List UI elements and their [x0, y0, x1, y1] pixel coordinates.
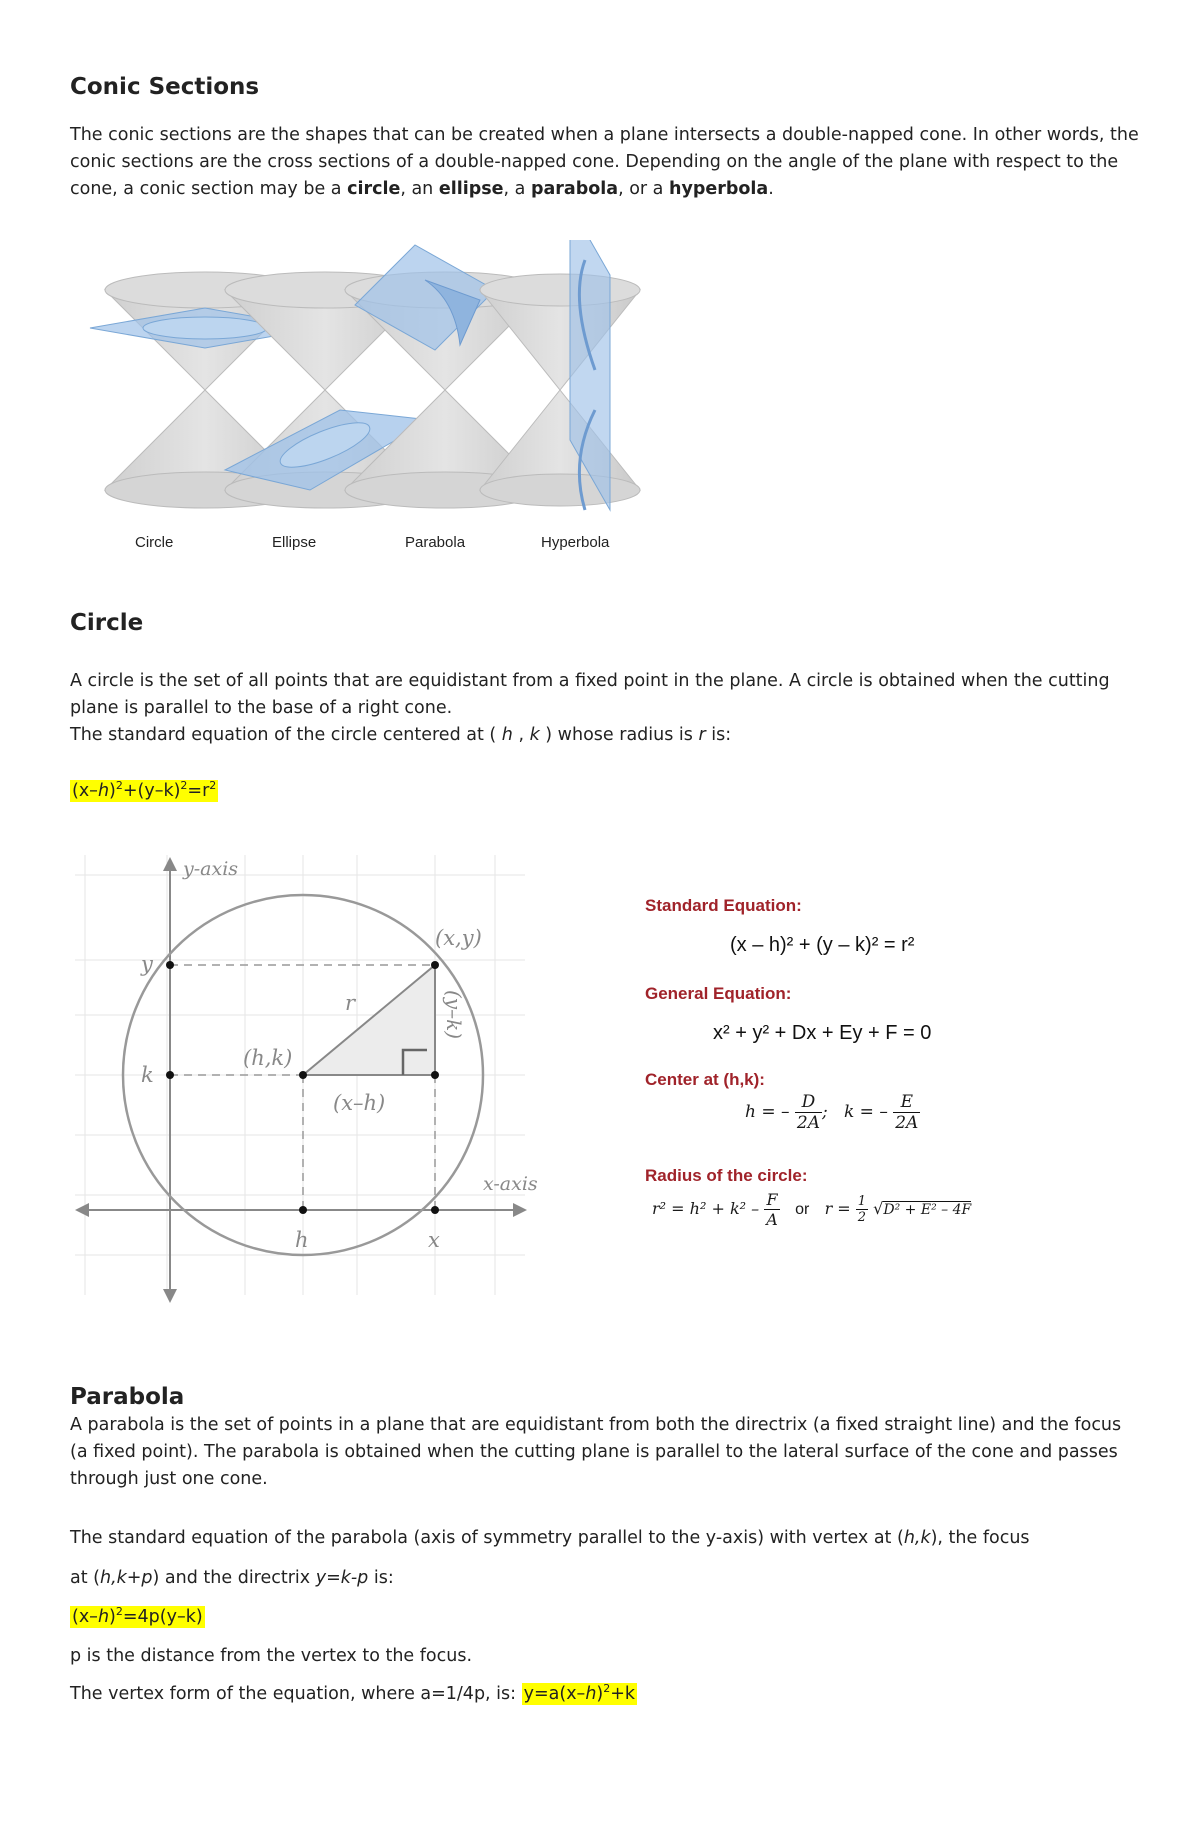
- k-fraction-den: 2A: [895, 1113, 919, 1133]
- circle-term: circle: [347, 179, 401, 199]
- radius-triangle: [303, 965, 435, 1075]
- center-separator: ;: [822, 1102, 828, 1122]
- circle-eq-sup-3: 2: [209, 779, 217, 793]
- point-xy-label: (x,y): [435, 926, 482, 950]
- parabola-standard-line2: [70, 1565, 1140, 1592]
- general-equation: x² + y² + Dx + Ey + F = 0: [713, 1022, 932, 1044]
- y-axis-arrow-up: [163, 857, 177, 871]
- y-point: [166, 961, 174, 969]
- y-axis-label: y-axis: [183, 858, 239, 880]
- center-hk-label: (h,k): [243, 1046, 293, 1070]
- figure-label-ellipse: Ellipse: [272, 534, 317, 551]
- standard-equation: (x – h)² + (y – k)² = r²: [730, 934, 915, 956]
- parabola-eq-c: =4p(y–k): [122, 1607, 203, 1627]
- parabola-p-definition: p is the distance from the vertex to the focus.: [70, 1646, 473, 1666]
- radius-formulas: [652, 1190, 971, 1229]
- circle-definition-text: A circle is the set of all points that are equidistant from a fixed point in the plane. A circle is obtained when the cutting plane is parallel to the base of a right cone.: [70, 671, 1110, 718]
- circle-eq-h: h: [97, 781, 110, 801]
- parabola-standard-line1: [70, 1525, 1140, 1552]
- parabola-p3-a: at (: [70, 1568, 100, 1588]
- ellipse-term: ellipse: [438, 179, 504, 199]
- h-point: [299, 1206, 307, 1214]
- parabola-eq-h: h: [97, 1607, 110, 1627]
- parabola-equation: [70, 1604, 205, 1631]
- x-point: [431, 1206, 439, 1214]
- circle-intro-sep: ,: [512, 725, 530, 745]
- circle-graph: [75, 855, 555, 1305]
- page-title: Conic Sections: [70, 74, 260, 100]
- parabola-definition: A parabola is the set of points in a plane that are equidistant from both the directrix (a fixed straight line) and the focus (a fixed point). The parabola is obtained when the cutting plane is parallel to the lateral surface of the cone and passes through just one cone.: [70, 1415, 1122, 1489]
- center-point: [299, 1071, 307, 1079]
- vertex-form-h: h: [585, 1684, 597, 1704]
- parabola-p2-hk: h,k: [903, 1528, 931, 1548]
- vertex-form-b: ): [596, 1684, 604, 1704]
- standard-equation-title: Standard Equation:: [645, 896, 802, 915]
- parabola-p3-c: is:: [368, 1568, 394, 1588]
- circle-intro-b: ) whose radius is: [539, 725, 699, 745]
- circle-eq-sup-1: 2: [115, 779, 123, 793]
- parabola-p3-hkp: h,k+p: [99, 1568, 153, 1588]
- h-fraction: [795, 1092, 822, 1133]
- y-tick-label: y: [141, 952, 153, 976]
- radius-title: Radius of the circle:: [645, 1166, 808, 1185]
- h-tick-label: h: [295, 1228, 309, 1252]
- general-equation-title: General Equation:: [645, 984, 792, 1003]
- radius-label: r: [345, 991, 356, 1015]
- r2-fraction-den: A: [766, 1210, 778, 1229]
- h-formula-lhs: h = –: [745, 1102, 790, 1122]
- intro-text: The conic sections are the shapes that can be created when a plane intersects a double-napped cone. In other words, the conic sections are the cross sections of a double-napped cone. Depending on the angle of the plane with respect to the cone, a conic section may be a: [70, 125, 1139, 199]
- figure-label-circle: Circle: [135, 534, 174, 551]
- figure-label-parabola: Parabola: [405, 534, 466, 551]
- parabola-p3-dir: y=k-p: [315, 1568, 369, 1588]
- half-fraction: [856, 1194, 868, 1225]
- parabola-vertex-form: [70, 1681, 637, 1708]
- r2-formula-lhs: r² = h² + k² –: [652, 1199, 760, 1218]
- intro-sep-2: , a: [503, 179, 531, 199]
- vertex-form-sup: 2: [603, 1682, 611, 1696]
- dy-label: (y–k): [442, 990, 466, 1040]
- half-den: 2: [857, 1210, 867, 1225]
- parabola-p2-a: The standard equation of the parabola (axis of symmetry parallel to the y-axis) with vertex at (: [70, 1528, 904, 1548]
- k-fraction-num: E: [893, 1092, 920, 1113]
- sqrt-icon: √: [873, 1199, 884, 1218]
- parabola-term: parabola: [530, 179, 619, 199]
- r-formula-lhs: r =: [824, 1199, 851, 1218]
- k-formula-lhs: k = –: [843, 1102, 888, 1122]
- x-axis-arrow-right: [513, 1203, 527, 1217]
- k-point: [166, 1071, 174, 1079]
- corner-point: [431, 1071, 439, 1079]
- circle-point: [431, 961, 439, 969]
- circle-eq-sup-2: 2: [180, 779, 188, 793]
- hyperbola-term: hyperbola: [668, 179, 769, 199]
- k-fraction: [893, 1092, 920, 1133]
- center-title: Center at (h,k):: [645, 1070, 765, 1089]
- vertex-form-a: y=a(x–: [523, 1684, 586, 1704]
- parabola-eq-a: (x–: [72, 1607, 98, 1627]
- parabola-eq-sup: 2: [115, 1605, 123, 1619]
- figure-label-hyperbola: Hyperbola: [541, 534, 610, 551]
- circle-intro-c: is:: [705, 725, 732, 745]
- dx-label: (x–h): [333, 1091, 386, 1115]
- center-formulas: [745, 1092, 920, 1133]
- x-axis-arrow-left: [75, 1203, 89, 1217]
- circle-eq-d: =r: [187, 781, 210, 801]
- k-tick-label: k: [141, 1063, 154, 1087]
- parabola-p3-b: ) and the directrix: [152, 1568, 316, 1588]
- intro-sep-1: , an: [400, 179, 439, 199]
- x-tick-label: x: [428, 1228, 440, 1252]
- circle-heading: Circle: [70, 610, 144, 636]
- vertex-form-text: The vertex form of the equation, where a=1/4p, is:: [70, 1684, 522, 1704]
- conic-intro: [70, 122, 1140, 203]
- conic-sections-figure: [85, 240, 645, 560]
- parabola-p2-b: ), the focus: [930, 1528, 1030, 1548]
- intro-end: .: [768, 179, 774, 199]
- r2-fraction: [764, 1190, 780, 1229]
- circle-eq-c: +(y–k): [122, 781, 181, 801]
- circle-definition: [70, 668, 1140, 749]
- circle-equation: [70, 778, 218, 805]
- parabola-eq-b: ): [109, 1607, 116, 1627]
- parabola-heading: Parabola: [70, 1384, 185, 1410]
- circle-eq-b: ): [109, 781, 116, 801]
- h-fraction-num: D: [795, 1092, 822, 1113]
- circle-intro-k: k: [529, 725, 540, 745]
- circle-intro-a: The standard equation of the circle centered at (: [70, 725, 502, 745]
- x-axis-label: x-axis: [483, 1173, 538, 1195]
- or-word: or: [795, 1201, 810, 1218]
- circle-eq-a: (x–: [72, 781, 98, 801]
- vertex-form-c: +k: [610, 1684, 636, 1704]
- circle-intro-r: r: [698, 725, 706, 745]
- half-num: 1: [857, 1194, 867, 1209]
- cone-hyperbola: [480, 240, 640, 510]
- circle-intro-h: h: [501, 725, 513, 745]
- circle-standard-intro: [70, 722, 1140, 749]
- r2-fraction-num: F: [764, 1190, 780, 1210]
- sqrt-body: D² + E² – 4F: [883, 1202, 972, 1218]
- h-fraction-den: 2A: [796, 1113, 821, 1133]
- intro-sep-3: , or a: [618, 179, 669, 199]
- y-axis-arrow-down: [163, 1289, 177, 1303]
